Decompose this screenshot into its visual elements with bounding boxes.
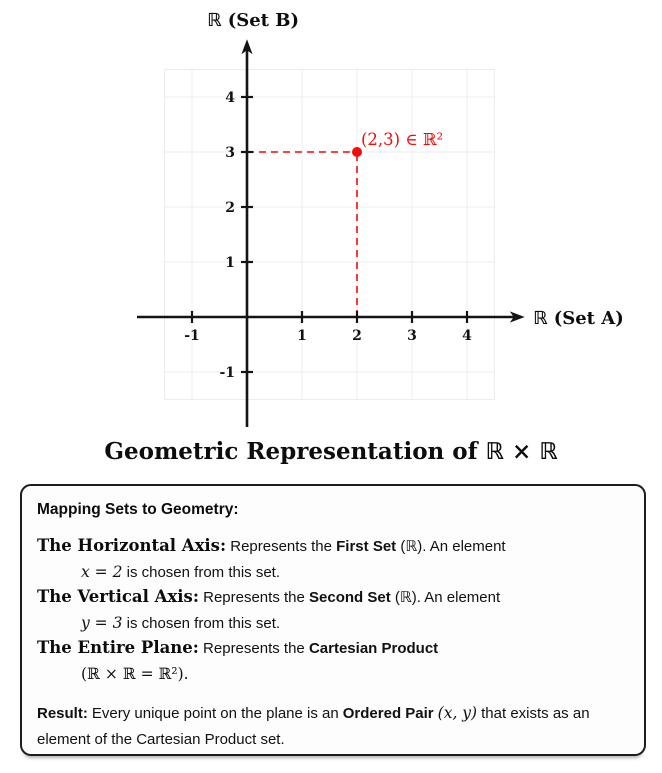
item-text: Represents the	[230, 538, 332, 555]
y-tick-label: 3	[225, 145, 235, 161]
y-tick-label: 4	[225, 90, 235, 106]
item-math-upright: (ℝ × ℝ = ℝ²).	[81, 664, 189, 683]
item-math: x = 2	[81, 562, 123, 581]
result-text: Every unique point on the plane is an	[91, 705, 339, 722]
result-bold-text: Ordered Pair	[342, 705, 434, 722]
item-bold-text: Second Set	[309, 589, 391, 606]
list-item-horizontal-axis	[37, 534, 629, 585]
info-box	[20, 484, 646, 756]
y-tick-label: 1	[225, 255, 235, 271]
x-tick-label: -1	[184, 328, 200, 344]
x-tick-label: 4	[462, 328, 472, 344]
chart-label-layer	[207, 10, 624, 329]
y-tick-label: 2	[225, 200, 235, 216]
item-bold-text: First Set	[336, 538, 397, 555]
x-tick-label: 2	[352, 328, 362, 344]
item-text: Represents the	[203, 640, 305, 657]
item-text: (ℝ). An element	[400, 538, 506, 555]
info-box-heading: Mapping Sets to Geometry:	[37, 501, 239, 518]
list-item-entire-plane	[37, 636, 629, 687]
item-text: Represents the	[203, 589, 305, 606]
item-term: The Entire Plane:	[37, 638, 199, 657]
item-term: The Horizontal Axis:	[37, 536, 227, 555]
item-text: is chosen from this set.	[126, 563, 281, 581]
point-label: (2,3) ∈ ℝ²	[361, 130, 444, 149]
item-text: is chosen from this set.	[126, 614, 281, 632]
result-paragraph	[37, 701, 629, 753]
result-label: Result:	[37, 705, 88, 722]
result-text: that exists as an element of the Cartesian Product set.	[37, 705, 590, 748]
x-tick-label: 3	[407, 328, 417, 344]
y-axis-label: ℝ (Set B)	[207, 10, 299, 31]
x-axis-label: ℝ (Set A)	[533, 308, 624, 329]
list-item-vertical-axis	[37, 585, 629, 636]
generated-chart-layer	[137, 39, 525, 427]
item-text: (ℝ). An element	[394, 589, 501, 606]
item-bold-text: Cartesian Product	[308, 640, 439, 657]
figure-title: Geometric Representation of ℝ × ℝ	[104, 438, 558, 465]
item-term: The Vertical Axis:	[37, 587, 199, 606]
item-math: y = 3	[81, 613, 123, 632]
x-tick-label: 1	[297, 328, 307, 344]
result-math: (x, y)	[437, 704, 478, 722]
y-tick-label: -1	[219, 365, 235, 381]
grid-border	[165, 70, 495, 400]
